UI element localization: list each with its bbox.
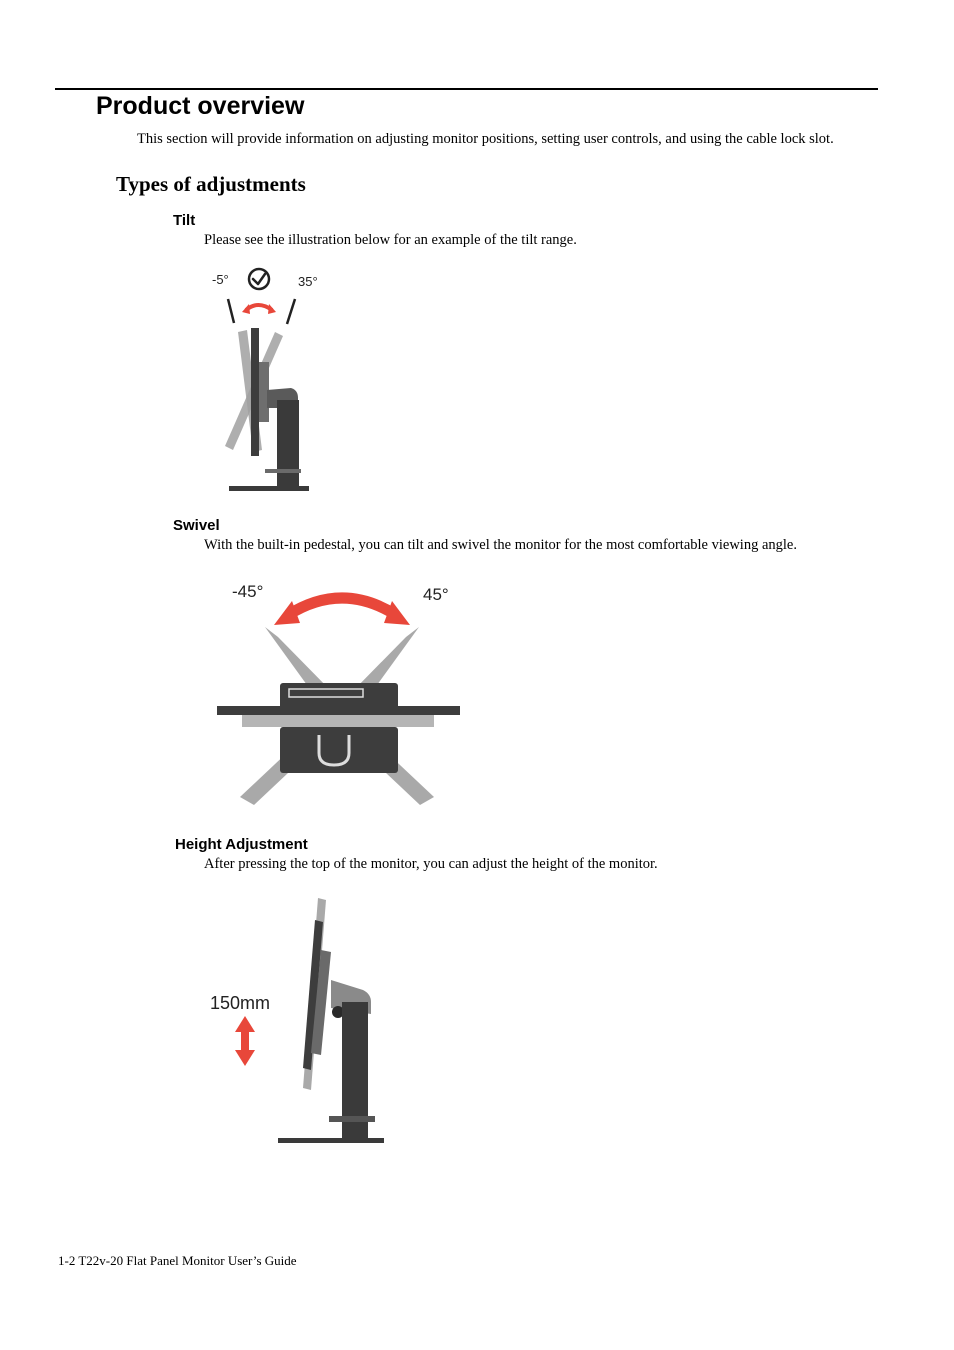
page-title: Product overview [96,92,305,120]
tilt-limit-right-line [287,299,295,324]
tilt-arrow [246,305,272,310]
tilt-stand-column [277,400,299,488]
page-footer: 1-2 T22v-20 Flat Panel Monitor User’s Guide [58,1253,297,1268]
height-stand-base [278,1138,384,1143]
swivel-angle-right-label: 45° [423,585,449,604]
swivel-monitor-panel [217,706,460,715]
height-heading: Height Adjustment [175,836,308,853]
swivel-arrow [288,598,396,615]
swivel-heading: Swivel [173,517,220,534]
swivel-description: With the built-in pedestal, you can tilt and swivel the monitor for the most comfortable viewing angle. [204,537,797,553]
tilt-illustration [205,262,330,497]
tilt-angle-right-label: 35° [298,274,318,289]
check-icon [249,269,269,289]
swivel-stand-top [280,683,398,709]
tilt-heading: Tilt [173,212,196,229]
tilt-stand-base [229,486,309,491]
tilt-angle-left-label: -5° [212,272,229,287]
height-illustration [205,890,390,1150]
tilt-limit-left-line [228,299,234,323]
swivel-illustration [212,575,467,810]
section-title: Types of adjustments [116,172,306,196]
tilt-monitor-panel [251,328,259,456]
swivel-angle-left-label: -45° [232,582,264,601]
tilt-description: Please see the illustration below for an example of the tilt range. [204,232,577,248]
height-range-label: 150mm [210,993,271,1013]
height-arrow [235,1016,255,1066]
intro-paragraph: This section will provide information on adjusting monitor positions, setting user controls, and using the cable lock slot. [137,131,834,147]
height-description: After pressing the top of the monitor, you can adjust the height of the monitor. [204,856,658,872]
